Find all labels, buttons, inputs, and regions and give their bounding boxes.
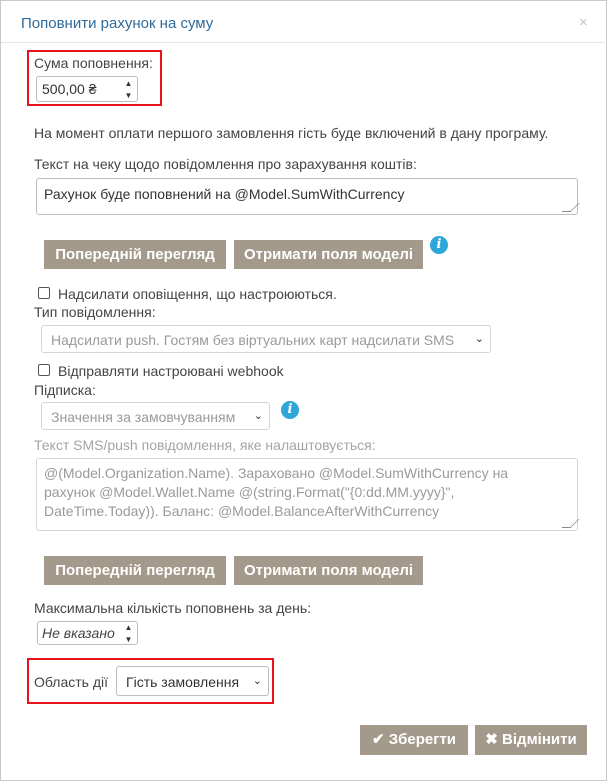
cancel-label: Відмінити (502, 731, 577, 748)
notify-type-label: Тип повідомлення: (34, 304, 156, 320)
preview-button[interactable]: Попередній перегляд (44, 556, 226, 585)
scope-value: Гість замовлення (126, 674, 240, 690)
sms-line: DateTime.Today)). Баланс: @Model.BalanceAfterWithCurrency (44, 503, 440, 519)
receipt-value: Рахунок буде поповнений на @Model.SumWithCurrency (44, 186, 405, 202)
close-icon[interactable]: × (579, 14, 588, 31)
cancel-button[interactable] (475, 725, 587, 755)
model-fields-button[interactable]: Отримати поля моделі (234, 556, 423, 585)
close-icon: ✖ (485, 731, 498, 748)
header-divider (1, 42, 605, 43)
notify-type-value: Надсилати push. Гостям без віртуальних карт надсилати SMS (51, 332, 455, 348)
sms-textarea[interactable] (36, 458, 578, 531)
scope-select[interactable] (116, 666, 269, 696)
amount-value: 500,00 ₴ (42, 81, 97, 97)
receipt-label: Текст на чеку щодо повідомлення про зарахування коштів: (34, 156, 417, 172)
notify-type-select[interactable] (41, 325, 491, 353)
receipt-textarea[interactable] (36, 178, 578, 215)
sms-label: Текст SMS/push повідомлення, яке налаштовується: (34, 437, 376, 453)
amount-stepper[interactable] (123, 79, 134, 101)
scope-label: Область дії (34, 674, 108, 690)
check-icon: ✔ (371, 731, 385, 748)
info-icon[interactable]: i (281, 401, 299, 419)
amount-input[interactable] (36, 76, 138, 102)
notify-checkbox-label: Надсилати оповіщення, що настроюються. (58, 286, 337, 302)
spin-down-icon[interactable]: ▼ (124, 635, 133, 644)
webhook-checkbox-label: Відправляти настроювані webhook (58, 363, 284, 379)
chevron-down-icon: ⌄ (252, 674, 262, 687)
spin-up-icon[interactable]: ▲ (124, 623, 133, 632)
chevron-down-icon: ⌄ (253, 409, 263, 422)
sms-line: рахунок @Model.Wallet.Name @(string.Format("{0:dd.MM.yyyy}", (44, 484, 455, 500)
dialog-title: Поповнити рахунок на суму (21, 15, 214, 32)
save-label: Зберегти (388, 731, 457, 748)
info-icon[interactable]: i (430, 236, 448, 254)
model-fields-button[interactable]: Отримати поля моделі (234, 240, 423, 269)
subscription-value: Значення за замовчуванням (51, 409, 236, 425)
save-button[interactable] (360, 725, 468, 755)
notify-checkbox[interactable] (38, 287, 50, 299)
max-topups-value: Не вказано (42, 625, 115, 641)
chevron-down-icon: ⌄ (474, 332, 484, 345)
webhook-checkbox[interactable] (38, 364, 50, 376)
subscription-select[interactable] (41, 402, 270, 430)
spin-up-icon[interactable]: ▲ (124, 79, 133, 88)
amount-label: Сума поповнення: (34, 55, 153, 71)
sms-line: @(Model.Organization.Name). Зараховано @Model.SumWithCurrency на (44, 465, 509, 481)
info-text: На момент оплати першого замовлення гість буде включений в дану програму. (34, 125, 549, 141)
max-topups-label: Максимальна кількість поповнень за день: (34, 600, 312, 616)
max-topups-input[interactable] (37, 621, 138, 645)
subscription-label: Підписка: (34, 382, 96, 398)
preview-button[interactable]: Попередній перегляд (44, 240, 226, 269)
spin-down-icon[interactable]: ▼ (124, 91, 133, 100)
max-topups-stepper[interactable] (123, 623, 134, 645)
sms-text (37, 459, 577, 526)
